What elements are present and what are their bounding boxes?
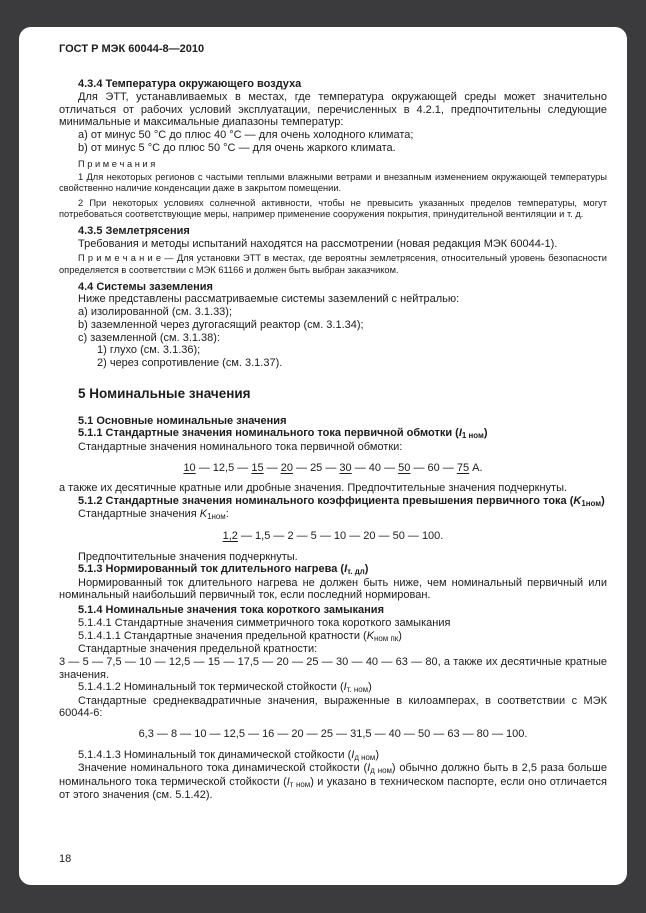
- heading-5-1-4-1-2: 5.1.4.1.2 Номинальный ток термической стойкости $(I_{т. ном})$: [78, 681, 372, 695]
- list-item-c2-ground: 2) через сопротивление (см. 3.1.37).: [97, 357, 283, 370]
- heading-4-3-4: 4.3.4 Температура окружающего воздуха: [78, 78, 302, 90]
- document-page: [19, 27, 627, 885]
- paragraph-4-4: Ниже представлены рассматриваемые системы заземлений с нейтралью:: [78, 293, 460, 306]
- list-item-c1-ground: 1) глухо (см. 3.1.36);: [97, 344, 201, 357]
- document-content: [59, 78, 607, 802]
- paragraph-5-1-1-note: а также их десятичные кратные или дробные значения. Предпочтительные значения подчеркнуты.: [59, 482, 568, 495]
- paragraph-5-1-2: Стандартные значения $K_{1ном}$:: [78, 508, 229, 522]
- doc-header: ГОСТ Р МЭК 60044-8—2010: [59, 43, 205, 55]
- heading-5-1-4-1: 5.1.4.1 Стандартные значения симметричного тока короткого замыкания: [78, 616, 451, 629]
- heading-5-1-3: 5.1.3 Нормированный ток длительного нагрева $(I_{т. дл})$: [78, 563, 369, 577]
- list-item-b-ground: b) заземленной через дугогасящий реактор (см. 3.1.34);: [78, 318, 364, 331]
- heading-5-1-1: 5.1.1 Стандартные значения номинального тока первичной обмотки $(I_{1 ном})$: [78, 427, 488, 441]
- heading-5-1-4-1-3: 5.1.4.1.3 Номинальный ток динамической стойкости $(I_{д ном})$: [78, 748, 380, 763]
- heading-5-1-2: 5.1.2 Стандартные значения номинального коэффициента превышения первичного тока $(K_{1ном})$: [78, 495, 605, 509]
- paragraph-5-1-1: Стандартные значения номинального тока первичной обмотки:: [78, 440, 403, 453]
- value-series-coefficient: 1,2 — 1,5 — 2 — 5 — 10 — 20 — 50 — 100.: [222, 529, 444, 542]
- list-item-c-ground: c) заземленной (см. 3.1.38):: [78, 331, 221, 344]
- heading-5: 5 Номинальные значения: [78, 385, 251, 401]
- value-series-thermal-current: 6,3 — 8 — 10 — 12,5 — 16 — 20 — 25 — 31,5 — 40 — 50 — 63 — 80 — 100.: [138, 728, 528, 741]
- note-4-3-5: П р и м е ч а н и е — Для установки ЭТТ в местах, где вероятны землетрясения, относительный уровень безопасности определяется в соответствии с МЭК 61166 и должен быть выбран заказчиком.: [59, 253, 607, 275]
- paragraph-5-1-2-note: Предпочтительные значения подчеркнуты.: [78, 550, 298, 563]
- paragraph-5-1-4-1-3: Значение номинального тока динамической стойкости $(I_{д ном})$ обычно должно быть в 2,5 раза больше номинального тока термической стойкости $(I_{т ном})$ и указано в техническом паспорте, если оно отличается от этого значения (см. 5.1.42).: [59, 762, 607, 802]
- value-series-limit-factor: 3 — 5 — 7,5 — 10 — 12,5 — 15 — 17,5 — 20 — 25 — 30 — 40 — 63 — 80, а также их десятичные кратные значения.: [59, 655, 607, 681]
- note-2: 2 При некоторых условиях солнечной активности, чтобы не превысить указанных пределов температуры, могут потребоваться соответствующие меры, например применение сооружения покрытия, принудительной вентиляции и т. д.: [59, 197, 607, 219]
- heading-4-4: 4.4 Системы заземления: [78, 280, 213, 293]
- heading-5-1: 5.1 Основные номинальные значения: [78, 414, 287, 427]
- paragraph-4-3-4: Для ЭТТ, устанавливаемых в местах, где температура окружающей среды может значительно отличаться от рабочих условий эксплуатации, перечисленных в 4.2.1, предпочтительны следующие минимальные и максимальные диапазоны температур:: [59, 90, 607, 129]
- page-number: 18: [59, 853, 72, 865]
- paragraph-5-1-4-1-2: Стандартные среднеквадратичные значения, выраженные в килоамперах, в соответствии с МЭК 60044-6:: [59, 694, 607, 720]
- list-item-b-temp: b) от минус 5 °С до плюс 50 °С — для очень жаркого климата.: [78, 141, 396, 154]
- paragraph-5-1-3: Нормированный ток длительного нагрева не должен быть ниже, чем номинальный первичный или номинальный наибольший первичный ток, если последний нормирован.: [59, 576, 607, 602]
- note-1: 1 Для некоторых регионов с частыми теплыми влажными ветрами и внезапным изменением окружающей температуры свойственно наличие конденсации даже в закрытом помещении.: [59, 172, 607, 194]
- notes-title: П р и м е ч а н и я: [78, 158, 156, 169]
- list-item-a-ground: a) изолированной (см. 3.1.33);: [78, 306, 233, 319]
- heading-5-1-4-1-1: 5.1.4.1.1 Стандартные значения предельной кратности $(K_{ном пк})$: [78, 629, 402, 643]
- value-series-primary-current: 10 — 12,5 — 15 — 20 — 25 — 30 — 40 — 50 — 60 — 75 А.: [183, 461, 483, 474]
- list-item-a-temp: a) от минус 50 °С до плюс 40 °С — для очень холодного климата;: [78, 129, 414, 141]
- paragraph-4-3-5: Требования и методы испытаний находятся на рассмотрении (новая редакция МЭК 60044-1).: [78, 237, 558, 250]
- paragraph-5-1-4-1-1: Стандартные значения предельной кратности:: [78, 643, 318, 656]
- heading-4-3-5: 4.3.5 Землетрясения: [78, 224, 190, 237]
- heading-5-1-4: 5.1.4 Номинальные значения тока короткого замыкания: [78, 604, 384, 617]
